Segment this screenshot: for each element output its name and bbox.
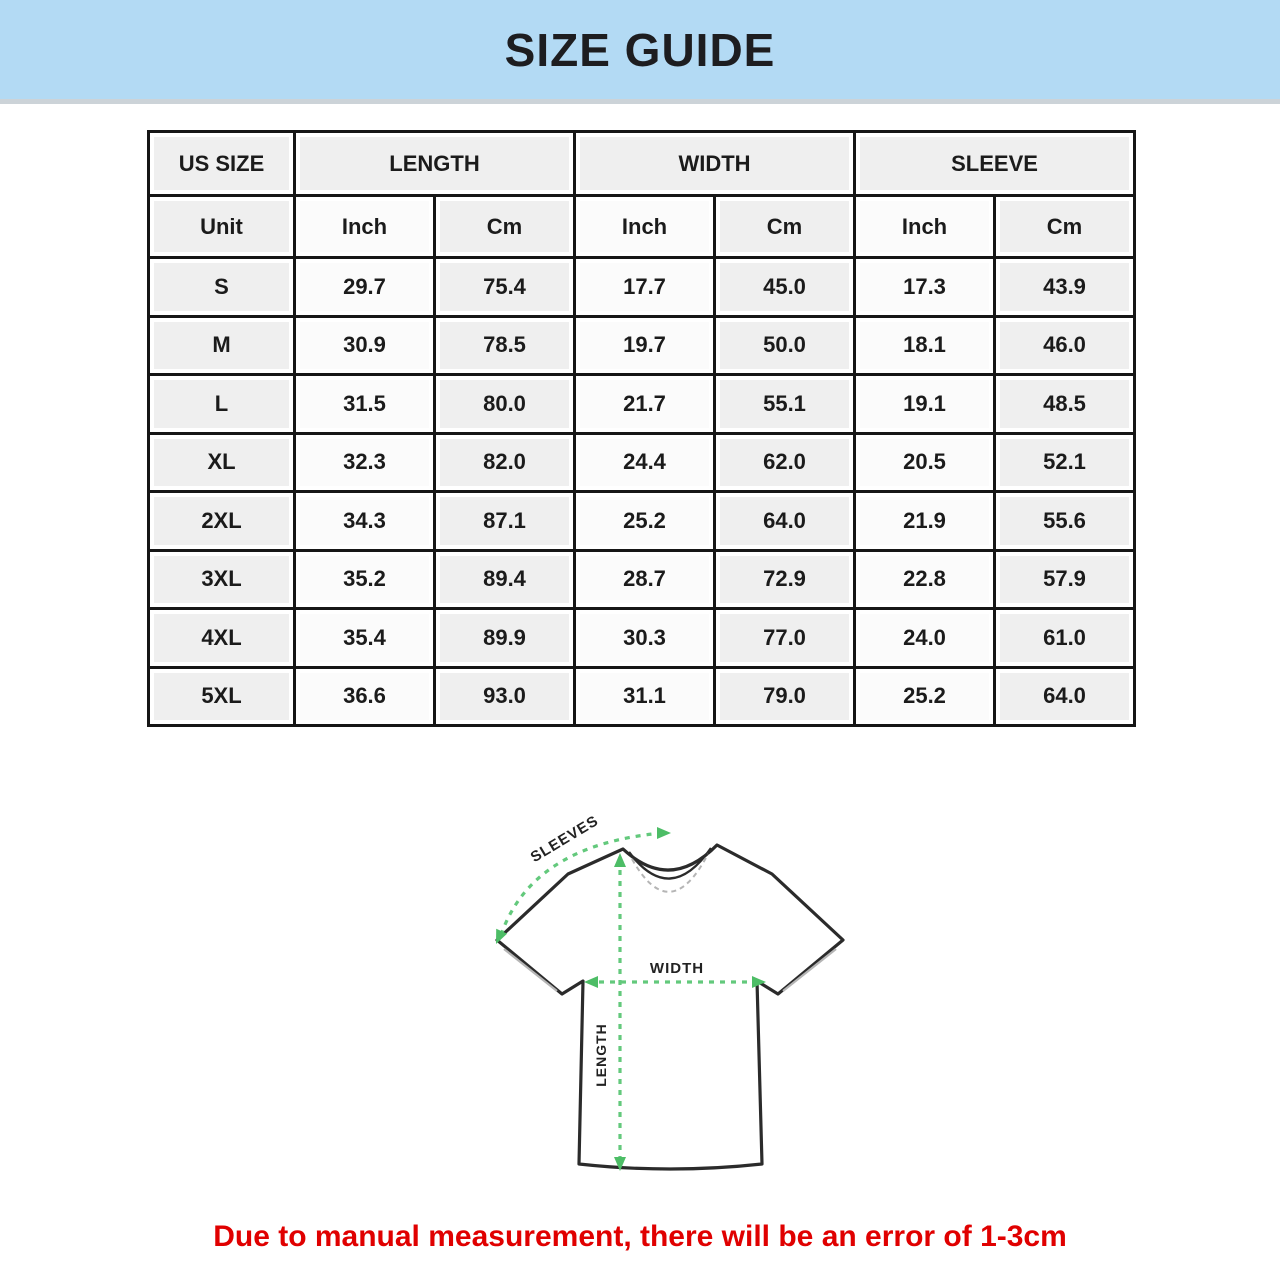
size-table — [147, 130, 1136, 727]
value-cell: 72.9 — [715, 550, 855, 609]
value-cell: 61.0 — [995, 609, 1135, 668]
value-cell: 55.1 — [715, 375, 855, 434]
value-cell: 77.0 — [715, 609, 855, 668]
unit-inch: Inch — [575, 196, 715, 258]
value-cell: 20.5 — [855, 433, 995, 492]
table-row — [149, 609, 1135, 668]
page-title: SIZE GUIDE — [504, 23, 776, 76]
size-cell: 3XL — [149, 550, 295, 609]
value-cell: 25.2 — [575, 492, 715, 551]
size-table-body — [149, 258, 1135, 726]
group-header-row — [149, 132, 1135, 196]
value-cell: 30.9 — [295, 316, 435, 375]
value-cell: 50.0 — [715, 316, 855, 375]
value-cell: 21.9 — [855, 492, 995, 551]
value-cell: 48.5 — [995, 375, 1135, 434]
table-row — [149, 375, 1135, 434]
sleeves-arrow-end — [657, 827, 671, 839]
size-cell: 4XL — [149, 609, 295, 668]
value-cell: 31.5 — [295, 375, 435, 434]
tshirt-measurement-diagram — [440, 797, 900, 1217]
value-cell: 18.1 — [855, 316, 995, 375]
unit-cm: Cm — [715, 196, 855, 258]
value-cell: 75.4 — [435, 258, 575, 317]
value-cell: 45.0 — [715, 258, 855, 317]
value-cell: 36.6 — [295, 667, 435, 726]
unit-cm: Cm — [435, 196, 575, 258]
value-cell: 24.4 — [575, 433, 715, 492]
tshirt-outline — [497, 845, 843, 1169]
unit-inch: Inch — [855, 196, 995, 258]
value-cell: 22.8 — [855, 550, 995, 609]
header-width: WIDTH — [575, 132, 855, 196]
size-cell: XL — [149, 433, 295, 492]
width-label: WIDTH — [649, 960, 705, 977]
unit-cm: Cm — [995, 196, 1135, 258]
value-cell: 89.4 — [435, 550, 575, 609]
value-cell: 82.0 — [435, 433, 575, 492]
value-cell: 79.0 — [715, 667, 855, 726]
value-cell: 57.9 — [995, 550, 1135, 609]
table-row — [149, 433, 1135, 492]
unit-row — [149, 196, 1135, 258]
value-cell: 24.0 — [855, 609, 995, 668]
size-cell: 5XL — [149, 667, 295, 726]
value-cell: 46.0 — [995, 316, 1135, 375]
size-cell: M — [149, 316, 295, 375]
value-cell: 28.7 — [575, 550, 715, 609]
value-cell: 43.9 — [995, 258, 1135, 317]
value-cell: 89.9 — [435, 609, 575, 668]
value-cell: 52.1 — [995, 433, 1135, 492]
header-sleeve: SLEEVE — [855, 132, 1135, 196]
length-label: LENGTH — [593, 1023, 609, 1087]
table-row — [149, 258, 1135, 317]
value-cell: 55.6 — [995, 492, 1135, 551]
value-cell: 31.1 — [575, 667, 715, 726]
value-cell: 80.0 — [435, 375, 575, 434]
measurement-disclaimer: Due to manual measurement, there will be an error of 1-3cm — [213, 1220, 1067, 1253]
value-cell: 17.7 — [575, 258, 715, 317]
banner — [0, 0, 1280, 104]
value-cell: 29.7 — [295, 258, 435, 317]
table-row — [149, 550, 1135, 609]
value-cell: 19.7 — [575, 316, 715, 375]
value-cell: 34.3 — [295, 492, 435, 551]
value-cell: 64.0 — [715, 492, 855, 551]
value-cell: 35.2 — [295, 550, 435, 609]
value-cell: 62.0 — [715, 433, 855, 492]
value-cell: 35.4 — [295, 609, 435, 668]
value-cell: 30.3 — [575, 609, 715, 668]
unit-inch: Inch — [295, 196, 435, 258]
header-length: LENGTH — [295, 132, 575, 196]
table-row — [149, 316, 1135, 375]
size-cell: S — [149, 258, 295, 317]
value-cell: 19.1 — [855, 375, 995, 434]
unit-label: Unit — [149, 196, 295, 258]
size-cell: L — [149, 375, 295, 434]
value-cell: 25.2 — [855, 667, 995, 726]
header-us-size: US SIZE — [149, 132, 295, 196]
table-row — [149, 667, 1135, 726]
value-cell: 87.1 — [435, 492, 575, 551]
value-cell: 21.7 — [575, 375, 715, 434]
value-cell: 17.3 — [855, 258, 995, 317]
value-cell: 78.5 — [435, 316, 575, 375]
value-cell: 93.0 — [435, 667, 575, 726]
value-cell: 32.3 — [295, 433, 435, 492]
size-cell: 2XL — [149, 492, 295, 551]
value-cell: 64.0 — [995, 667, 1135, 726]
table-row — [149, 492, 1135, 551]
sleeves-label: SLEEVES — [527, 812, 602, 867]
